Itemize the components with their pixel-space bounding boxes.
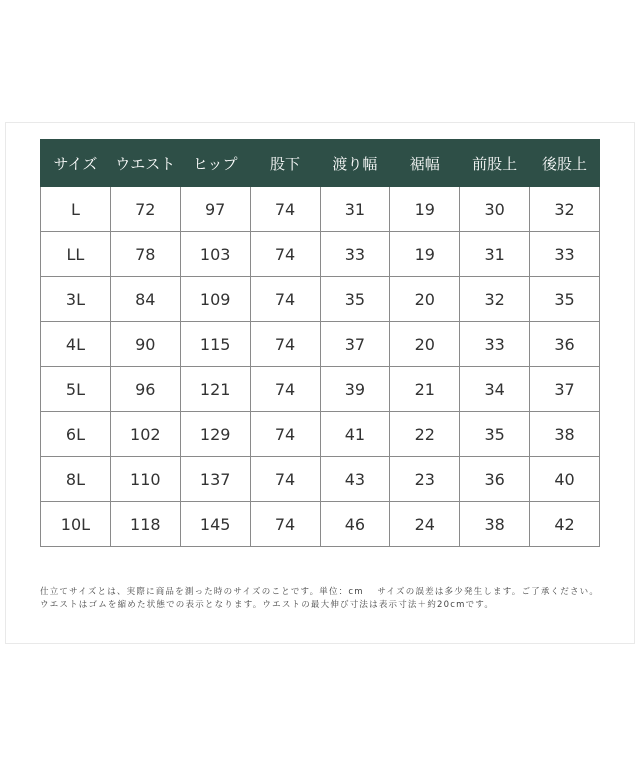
measurement-cell: 103 (180, 232, 250, 277)
measurement-cell: 74 (250, 502, 320, 547)
measurement-cell: 20 (390, 322, 460, 367)
size-note: 仕立てサイズとは、実際に商品を測った時のサイズのことです。単位：cm サイズの誤差は多少発生します。ご了承ください。 ウエストはゴムを縮めた状態での表示となります。ウエストの最大伸び寸法は表示寸法＋約20cmです。 (40, 587, 600, 610)
measurement-cell: 38 (530, 412, 600, 457)
measurement-cell: 33 (530, 232, 600, 277)
header-waist: ウエスト (110, 140, 180, 187)
header-back-rise: 後股上 (530, 140, 600, 187)
measurement-cell: 118 (110, 502, 180, 547)
measurement-cell: 74 (250, 367, 320, 412)
measurement-cell: 34 (460, 367, 530, 412)
table-row (41, 367, 600, 412)
size-cell: LL (41, 232, 111, 277)
table-row (41, 502, 600, 547)
table-row (41, 457, 600, 502)
measurement-cell: 72 (110, 187, 180, 232)
table-row (41, 232, 600, 277)
measurement-cell: 36 (460, 457, 530, 502)
measurement-cell: 74 (250, 457, 320, 502)
measurement-cell: 24 (390, 502, 460, 547)
measurement-cell: 33 (320, 232, 390, 277)
table-row (41, 277, 600, 322)
measurement-cell: 96 (110, 367, 180, 412)
measurement-cell: 74 (250, 412, 320, 457)
header-hip: ヒップ (180, 140, 250, 187)
header-inseam: 股下 (250, 140, 320, 187)
measurement-cell: 90 (110, 322, 180, 367)
measurement-cell: 78 (110, 232, 180, 277)
header-hem-width: 裾幅 (390, 140, 460, 187)
measurement-cell: 33 (460, 322, 530, 367)
measurement-cell: 109 (180, 277, 250, 322)
measurement-cell: 31 (320, 187, 390, 232)
measurement-cell: 74 (250, 232, 320, 277)
measurement-cell: 110 (110, 457, 180, 502)
measurement-cell: 46 (320, 502, 390, 547)
measurement-cell: 36 (530, 322, 600, 367)
measurement-cell: 74 (250, 187, 320, 232)
measurement-cell: 35 (530, 277, 600, 322)
table-row (41, 187, 600, 232)
measurement-cell: 38 (460, 502, 530, 547)
measurement-cell: 121 (180, 367, 250, 412)
measurement-cell: 30 (460, 187, 530, 232)
size-cell: 6L (41, 412, 111, 457)
measurement-cell: 84 (110, 277, 180, 322)
measurement-cell: 32 (530, 187, 600, 232)
measurement-cell: 31 (460, 232, 530, 277)
measurement-cell: 115 (180, 322, 250, 367)
measurement-cell: 20 (390, 277, 460, 322)
measurement-cell: 23 (390, 457, 460, 502)
measurement-cell: 97 (180, 187, 250, 232)
measurement-cell: 145 (180, 502, 250, 547)
measurement-cell: 37 (320, 322, 390, 367)
measurement-cell: 102 (110, 412, 180, 457)
table-row (41, 322, 600, 367)
table-row (41, 412, 600, 457)
size-cell: 10L (41, 502, 111, 547)
measurement-cell: 39 (320, 367, 390, 412)
measurement-cell: 32 (460, 277, 530, 322)
measurement-cell: 41 (320, 412, 390, 457)
size-cell: 8L (41, 457, 111, 502)
measurement-cell: 42 (530, 502, 600, 547)
measurement-cell: 19 (390, 232, 460, 277)
header-thigh-width: 渡り幅 (320, 140, 390, 187)
table-header-row (41, 140, 600, 187)
size-cell: 4L (41, 322, 111, 367)
measurement-cell: 129 (180, 412, 250, 457)
measurement-cell: 37 (530, 367, 600, 412)
size-table (40, 139, 600, 547)
measurement-cell: 137 (180, 457, 250, 502)
measurement-cell: 22 (390, 412, 460, 457)
measurement-cell: 74 (250, 322, 320, 367)
size-cell: L (41, 187, 111, 232)
size-cell: 5L (41, 367, 111, 412)
measurement-cell: 35 (460, 412, 530, 457)
measurement-cell: 74 (250, 277, 320, 322)
measurement-cell: 40 (530, 457, 600, 502)
header-size: サイズ (41, 140, 111, 187)
header-front-rise: 前股上 (460, 140, 530, 187)
measurement-cell: 19 (390, 187, 460, 232)
size-cell: 3L (41, 277, 111, 322)
measurement-cell: 35 (320, 277, 390, 322)
measurement-cell: 43 (320, 457, 390, 502)
measurement-cell: 21 (390, 367, 460, 412)
